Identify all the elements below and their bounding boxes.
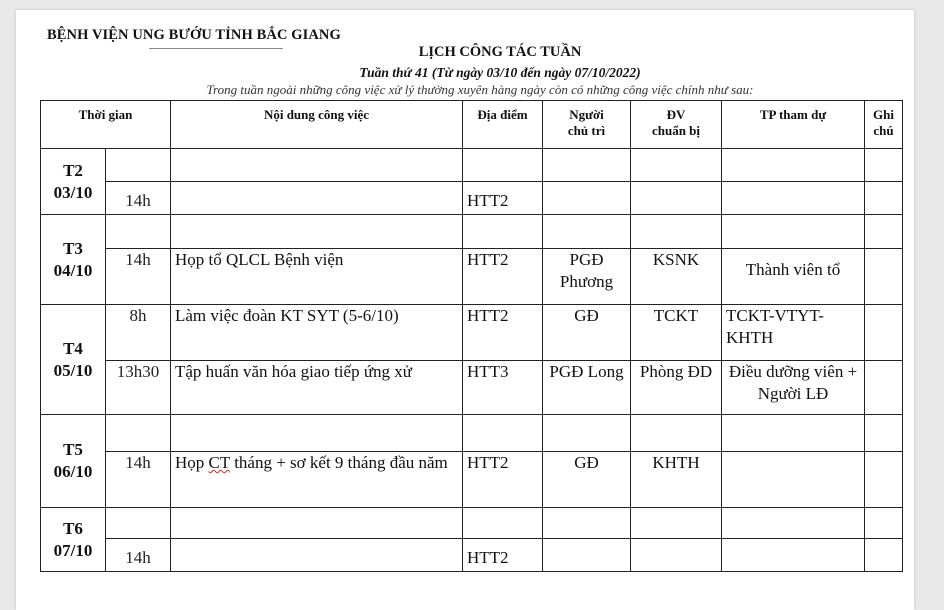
time-cell: 14h — [106, 539, 171, 572]
header-note-line2: chú — [873, 123, 894, 138]
header-content: Nội dung công việc — [171, 101, 463, 149]
intro-text: Trong tuần ngoài những công việc xử lý thường xuyên hàng ngày còn có những công việc chính như sau: — [206, 82, 754, 97]
note-cell — [865, 539, 903, 572]
day-date: 03/10 — [53, 182, 93, 202]
header-prep — [631, 101, 722, 149]
note-cell — [865, 249, 903, 305]
day-date: 07/10 — [53, 540, 93, 560]
time-cell: 14h — [106, 182, 171, 215]
participants-cell: Thành viên tổ — [722, 249, 865, 305]
header-time: Thời gian — [41, 101, 171, 149]
host-cell: GĐ — [543, 452, 631, 508]
header-prep-line1: ĐV — [666, 107, 686, 122]
participants-cell — [722, 539, 865, 572]
week-subtitle: Tuần thứ 41 (Từ ngày 03/10 đến ngày 07/10/2022) — [359, 65, 641, 80]
content-part-misspelled: CT — [208, 453, 230, 472]
table-row — [41, 415, 903, 452]
prep-cell: KSNK — [631, 249, 722, 305]
prep-cell: Phòng ĐD — [631, 361, 722, 415]
content-cell — [171, 182, 463, 215]
table-row — [41, 249, 903, 305]
day-cell-t3 — [41, 215, 106, 305]
content-cell — [171, 539, 463, 572]
table-row — [41, 508, 903, 539]
schedule-title: LỊCH CÔNG TÁC TUẦN — [418, 44, 582, 60]
table-row — [41, 305, 903, 361]
location-cell: HTT2 — [463, 305, 543, 361]
day-label: T6 — [63, 518, 83, 538]
location-cell: HTT3 — [463, 361, 543, 415]
prep-cell — [631, 539, 722, 572]
header-location: Địa điểm — [463, 101, 543, 149]
day-label: T5 — [63, 440, 83, 459]
day-date: 04/10 — [53, 260, 93, 280]
note-cell — [865, 452, 903, 508]
content-part: tháng + sơ kết 9 tháng đầu năm — [229, 453, 448, 472]
time-cell: 13h30 — [106, 361, 171, 415]
time-cell: 14h — [106, 249, 171, 305]
header-host-line2: chủ trì — [567, 123, 606, 138]
header-host-line1: Người — [569, 107, 604, 122]
content-cell: Họp tổ QLCL Bệnh viện — [171, 249, 463, 305]
day-label: T2 — [63, 160, 83, 180]
note-cell — [865, 182, 903, 215]
host-cell: PGĐ Phương — [543, 249, 631, 305]
prep-cell — [631, 182, 722, 215]
host-cell — [543, 182, 631, 215]
location-cell: HTT2 — [463, 182, 543, 215]
location-cell: HTT2 — [463, 249, 543, 305]
prep-cell: KHTH — [631, 452, 722, 508]
note-cell — [865, 305, 903, 361]
content-cell: Làm việc đoàn KT SYT (5-6/10) — [171, 305, 463, 361]
note-cell — [865, 361, 903, 415]
location-cell: HTT2 — [463, 539, 543, 572]
organization-name: BỆNH VIỆN UNG BƯỚU TỈNH BẮC GIANG — [47, 27, 341, 43]
host-cell: GĐ — [543, 305, 631, 361]
table-row — [41, 361, 903, 415]
header-participants: TP tham dự — [722, 101, 865, 149]
schedule-table — [40, 100, 903, 572]
time-cell: 8h — [106, 305, 171, 361]
table-row — [41, 539, 903, 572]
content-cell — [171, 452, 463, 508]
table-row — [41, 452, 903, 508]
day-cell-t5 — [41, 415, 106, 508]
day-date: 05/10 — [53, 360, 93, 380]
participants-cell — [722, 452, 865, 508]
day-date: 06/10 — [53, 462, 93, 481]
day-cell-t4 — [41, 305, 106, 415]
header-host — [543, 101, 631, 149]
day-cell-t2 — [41, 149, 106, 215]
document-page — [16, 10, 914, 610]
table-row — [41, 215, 903, 249]
participants-cell — [722, 182, 865, 215]
participants-cell: Điều dưỡng viên + Người LĐ — [722, 361, 865, 415]
header-note-line1: Ghi — [873, 107, 894, 122]
content-part: Họp — [175, 453, 205, 472]
prep-cell: TCKT — [631, 305, 722, 361]
location-cell: HTT2 — [463, 452, 543, 508]
time-cell: 14h — [106, 452, 171, 508]
day-label: T3 — [63, 238, 83, 258]
table-row — [41, 149, 903, 182]
host-cell — [543, 539, 631, 572]
content-cell: Tập huấn văn hóa giao tiếp ứng xử — [171, 361, 463, 415]
day-cell-t6 — [41, 508, 106, 572]
participants-cell: TCKT-VTYT-KHTH — [722, 305, 865, 361]
table-row — [41, 182, 903, 215]
table-header-row — [41, 101, 903, 149]
header-prep-line2: chuẩn bị — [651, 123, 701, 138]
host-cell: PGĐ Long — [543, 361, 631, 415]
day-label: T4 — [63, 338, 83, 358]
header-note — [865, 101, 903, 149]
